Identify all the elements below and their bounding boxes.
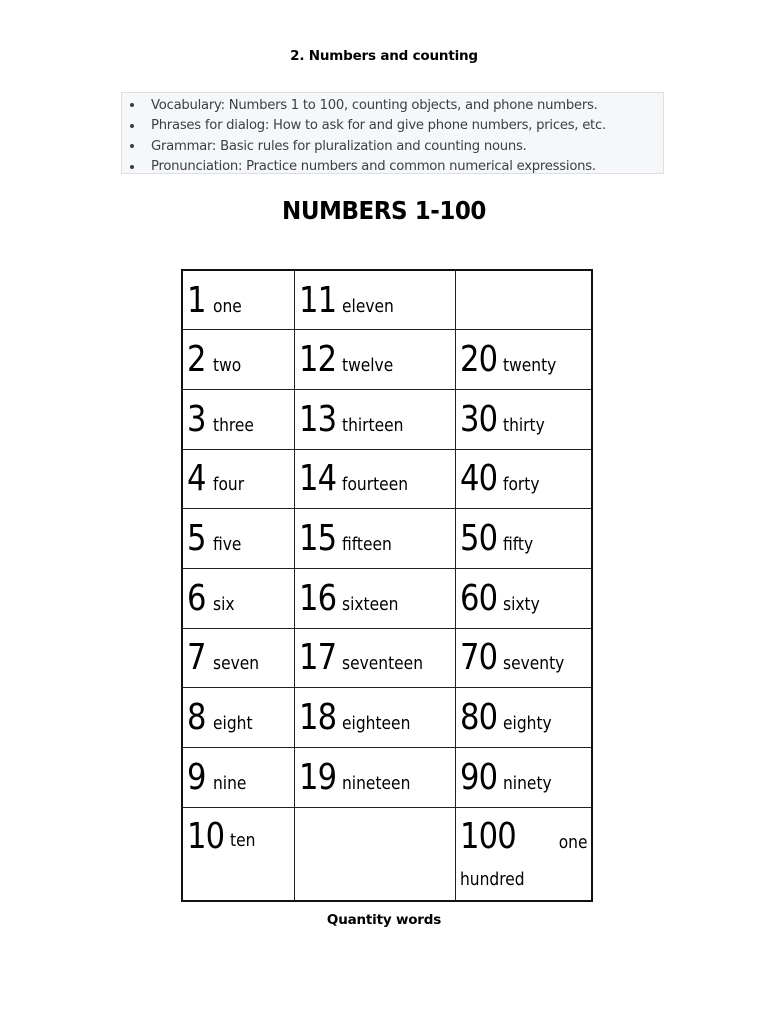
table-cell	[294, 688, 455, 748]
cell-word: eighteen	[341, 713, 411, 735]
cell-word: twenty	[502, 355, 557, 377]
cell-number: 1	[187, 279, 206, 321]
cell-number: 10	[187, 815, 225, 857]
cell-number: 30	[459, 398, 497, 440]
cell-number: 11	[298, 279, 336, 321]
bullet-text: Phrases for dialog: How to ask for and give phone numbers, prices, etc.	[151, 118, 606, 134]
table-cell	[182, 270, 294, 330]
cell-word: eighty	[502, 713, 552, 735]
cell-word-line1: one	[558, 831, 587, 853]
table-cell	[182, 748, 294, 808]
table-cell	[294, 330, 455, 390]
cell-number: 13	[298, 398, 336, 440]
table-cell	[182, 628, 294, 688]
cell-number: 80	[459, 697, 497, 739]
cell-word: thirteen	[341, 414, 404, 436]
table-cell	[294, 509, 455, 569]
cell-word: two	[213, 355, 242, 377]
cell-word: forty	[502, 474, 540, 496]
table-cell	[294, 748, 455, 808]
table-cell	[455, 748, 592, 808]
cell-word-line2: hundred	[459, 868, 525, 890]
cell-word: three	[213, 414, 255, 436]
table-row	[182, 748, 592, 808]
table-cell	[294, 628, 455, 688]
bullet-dot-icon	[130, 124, 134, 128]
bullet-item-phrases	[130, 116, 663, 137]
cell-word: sixteen	[341, 593, 399, 615]
table-row	[182, 688, 592, 748]
table-cell	[455, 449, 592, 509]
table-cell	[455, 628, 592, 688]
cell-word: fifty	[502, 534, 533, 556]
bullet-item-vocabulary	[130, 95, 663, 116]
cell-word: eleven	[341, 295, 394, 317]
cell-number: 2	[187, 339, 206, 381]
bullet-item-pronunciation	[130, 157, 663, 178]
table-cell	[182, 449, 294, 509]
cell-word: thirty	[502, 414, 545, 436]
cell-word: nine	[213, 772, 247, 794]
table-cell	[455, 389, 592, 449]
cell-number: 90	[459, 756, 497, 798]
footer-heading: Quantity words	[326, 912, 442, 928]
table-cell	[455, 688, 592, 748]
poster-title: NUMBERS 1-100	[282, 196, 486, 225]
table-cell	[182, 568, 294, 628]
cell-number: 70	[459, 637, 497, 679]
table-row	[182, 628, 592, 688]
cell-word: eight	[213, 713, 253, 735]
cell-word: five	[213, 534, 242, 556]
cell-word: fourteen	[341, 474, 408, 496]
bullet-item-grammar	[130, 136, 663, 157]
cell-word: one	[213, 295, 243, 317]
cell-number: 3	[187, 398, 206, 440]
table-cell	[294, 270, 455, 330]
bullet-dot-icon	[130, 103, 134, 107]
table-cell	[182, 807, 294, 901]
section-heading: 2. Numbers and counting	[290, 48, 478, 64]
cell-number: 18	[298, 697, 336, 739]
bullet-text: Vocabulary: Numbers 1 to 100, counting objects, and phone numbers.	[151, 97, 598, 113]
table-cell	[294, 389, 455, 449]
table-row	[182, 509, 592, 569]
table-row	[182, 270, 592, 330]
cell-word: sixty	[502, 593, 540, 615]
bullet-text: Grammar: Basic rules for pluralization and counting nouns.	[151, 138, 527, 154]
cell-word: ninety	[502, 772, 552, 794]
table-row	[182, 807, 592, 901]
cell-number: 14	[298, 458, 336, 500]
table-cell	[294, 449, 455, 509]
table-cell-empty	[294, 807, 455, 901]
cell-number: 20	[459, 339, 497, 381]
table-cell	[182, 330, 294, 390]
table-cell	[455, 568, 592, 628]
cell-number: 19	[298, 756, 336, 798]
cell-number: 60	[459, 577, 497, 619]
cell-number: 8	[187, 697, 206, 739]
cell-number: 9	[187, 756, 206, 798]
bullet-text: Pronunciation: Practice numbers and common numerical expressions.	[151, 159, 596, 175]
cell-number: 17	[298, 637, 336, 679]
table-row	[182, 389, 592, 449]
cell-word: four	[213, 474, 245, 496]
table-cell	[455, 509, 592, 569]
numbers-table	[181, 269, 593, 902]
cell-number: 15	[298, 518, 336, 560]
table-row	[182, 449, 592, 509]
table-cell	[182, 389, 294, 449]
table-cell-empty	[455, 270, 592, 330]
cell-number: 4	[187, 458, 206, 500]
cell-word: seventeen	[341, 653, 423, 675]
table-row	[182, 568, 592, 628]
table-cell	[182, 688, 294, 748]
cell-number: 7	[187, 637, 206, 679]
cell-number: 100	[459, 815, 516, 857]
cell-word: fifteen	[341, 534, 392, 556]
table-cell	[455, 330, 592, 390]
cell-word: ten	[230, 829, 256, 851]
cell-number: 16	[298, 577, 336, 619]
cell-word: seven	[213, 653, 260, 675]
cell-word: seventy	[502, 653, 565, 675]
cell-number: 5	[187, 518, 206, 560]
bullet-dot-icon	[130, 165, 134, 169]
cell-number: 40	[459, 458, 497, 500]
cell-word: six	[213, 593, 235, 615]
table-cell	[182, 509, 294, 569]
bullet-dot-icon	[130, 144, 134, 148]
cell-number: 6	[187, 577, 206, 619]
table-cell	[294, 568, 455, 628]
cell-number: 50	[459, 518, 497, 560]
table-row	[182, 330, 592, 390]
hundred-cell-content	[460, 808, 592, 898]
cell-word: nineteen	[341, 772, 411, 794]
topic-bullet-list	[121, 92, 664, 174]
cell-number: 12	[298, 339, 336, 381]
cell-word: twelve	[341, 355, 394, 377]
table-cell	[455, 807, 592, 901]
